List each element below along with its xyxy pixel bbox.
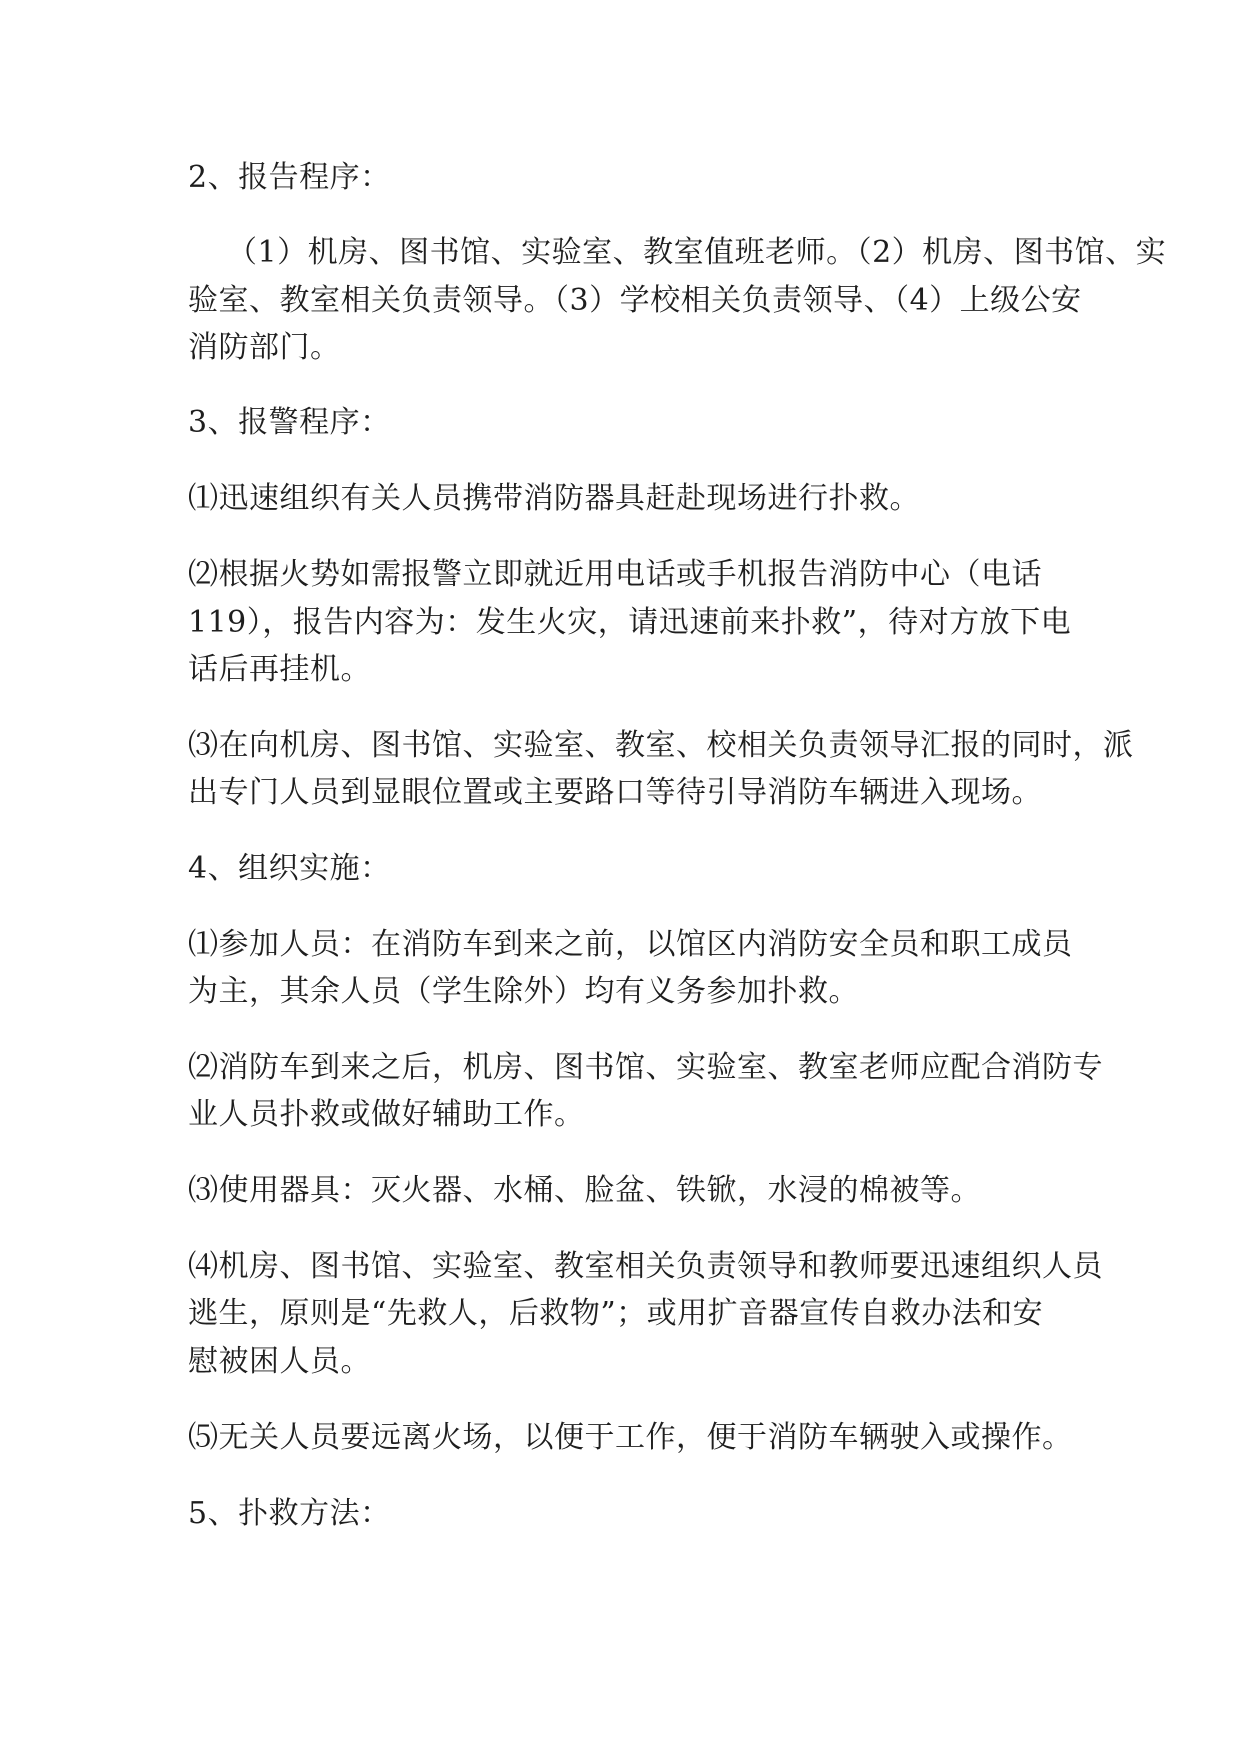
paragraph-line: 逃生，原则是“先救人，后救物”；或用扩音器宣传自救办法和安 [188,1296,1044,1331]
paragraph-line: 验室、教室相关负责领导。（3）学校相关负责领导、（4）上级公安 [188,283,1082,318]
paragraph-line: ⑷机房、图书馆、实验室、教室相关负责领导和教师要迅速组织人员 [188,1249,1103,1284]
section-heading-report-procedure: 2、报告程序： [188,160,391,195]
paragraph-line: 消防部门。 [188,330,341,365]
paragraph-line: ⑶在向机房、图书馆、实验室、教室、校相关负责领导汇报的同时，派 [188,728,1134,763]
section-heading-organization: 4、组织实施： [188,851,391,886]
paragraph-line: 慰被困人员。 [188,1344,371,1379]
paragraph-line: ⑶使用器具：灭火器、水桶、脸盆、铁锨，水浸的棉被等。 [188,1173,981,1208]
paragraph-line: ⑸无关人员要远离火场，以便于工作，便于消防车辆驶入或操作。 [188,1420,1073,1455]
paragraph-line: ⑵消防车到来之后，机房、图书馆、实验室、教室老师应配合消防专 [188,1050,1103,1085]
paragraph-line: 话后再挂机。 [188,652,371,687]
paragraph-line: 119），报告内容为：发生火灾，请迅速前来扑救”，待对方放下电 [188,605,1072,640]
paragraph-line: （1）机房、图书馆、实验室、教室值班老师。（2）机房、图书馆、实 [227,235,1167,270]
section-heading-alarm-procedure: 3、报警程序： [188,405,391,440]
paragraph-line: 出专门人员到显眼位置或主要路口等待引导消防车辆进入现场。 [188,775,1042,810]
paragraph-line: 业人员扑救或做好辅助工作。 [188,1097,585,1132]
paragraph-line: ⑴参加人员：在消防车到来之前，以馆区内消防安全员和职工成员 [188,927,1073,962]
paragraph-line: ⑴迅速组织有关人员携带消防器具赶赴现场进行扑救。 [188,481,920,516]
section-heading-rescue-methods: 5、扑救方法： [188,1496,391,1531]
paragraph-line: ⑵根据火势如需报警立即就近用电话或手机报告消防中心（电话 [188,557,1042,592]
paragraph-line: 为主，其余人员（学生除外）均有义务参加扑救。 [188,974,859,1009]
